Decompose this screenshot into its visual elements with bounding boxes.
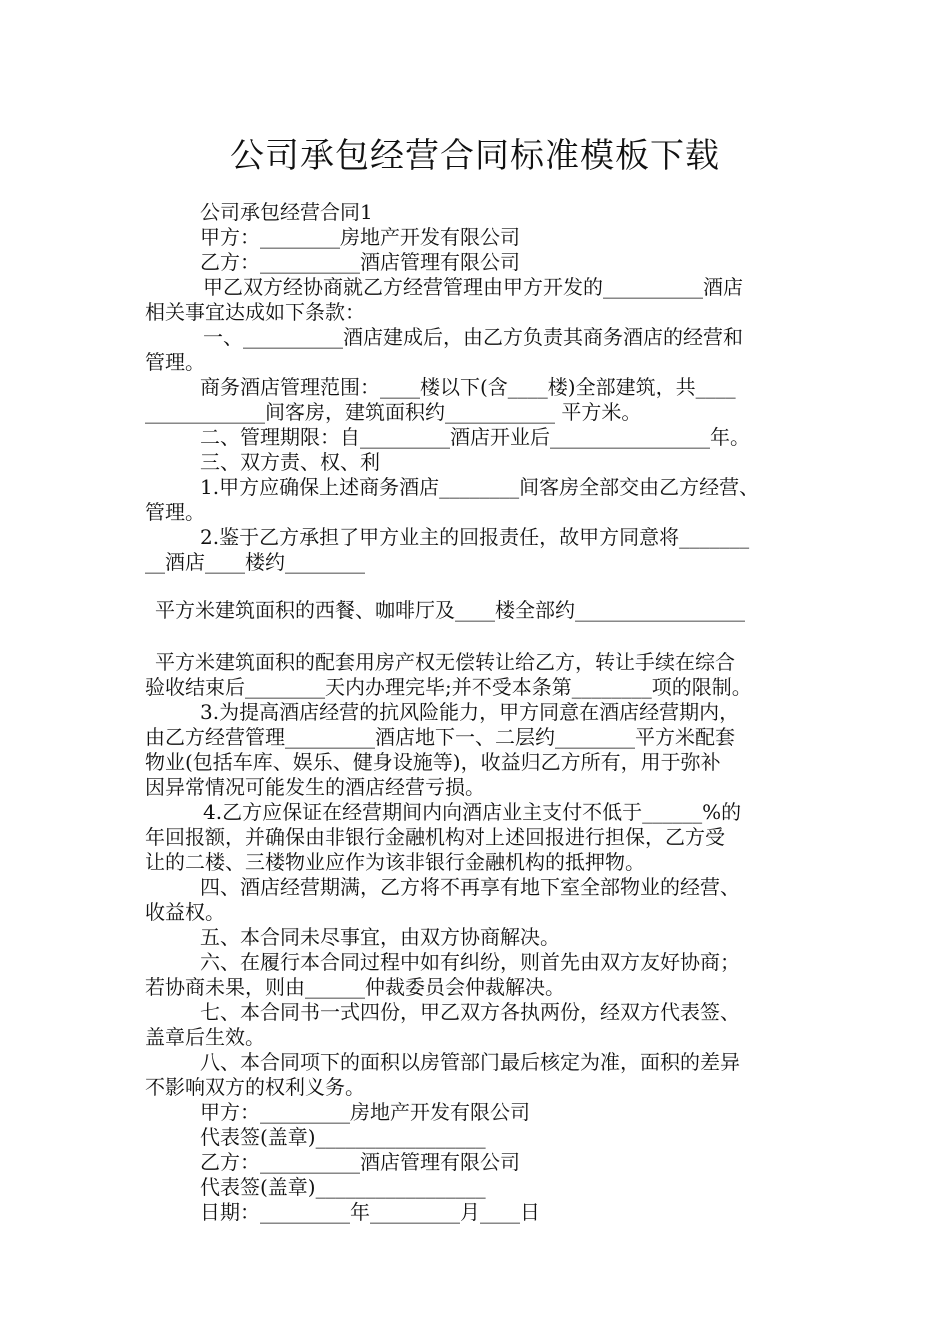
clause-7-line: 七、本合同书一式四份，甲乙双方各执两份，经双方代表签、 — [200, 1000, 740, 1024]
paragraph-line: 甲乙双方经协商就乙方经营管理由甲方开发的__________酒店 — [203, 275, 743, 299]
paragraph-line: 管理。 — [145, 350, 205, 374]
sub-clause-1-line: 1.甲方应确保上述商务酒店________间客房全部交由乙方经营、 — [200, 475, 760, 499]
signature-date: 日期：_________年_________月____日 — [200, 1200, 540, 1224]
paragraph-line: 收益权。 — [145, 900, 225, 924]
signature-party-b: 乙方：__________酒店管理有限公司 — [200, 1150, 520, 1174]
signature-representative-a: 代表签(盖章)_________________ — [200, 1125, 486, 1149]
paragraph-line: ____________间客房，建筑面积约___________ 平方米。 — [145, 400, 642, 424]
clause-4-line: 四、酒店经营期满，乙方将不再享有地下室全部物业的经营、 — [200, 875, 740, 899]
sub-clause-3-line: 3.为提高酒店经营的抗风险能力，甲方同意在酒店经营期内， — [200, 700, 740, 724]
clause-5-line: 五、本合同未尽事宜，由双方协商解决。 — [200, 925, 560, 949]
paragraph-line: 平方米建筑面积的配套用房产权无偿转让给乙方，转让手续在综合 — [155, 650, 735, 674]
clause-6-line: 六、在履行本合同过程中如有纠纷，则首先由双方友好协商； — [200, 950, 740, 974]
paragraph-line: 平方米建筑面积的西餐、咖啡厅及____楼全部约_________________ — [155, 598, 745, 622]
paragraph-line: 商务酒店管理范围：____楼以下(含____楼)全部建筑，共____ — [200, 375, 736, 399]
paragraph-line: 盖章后生效。 — [145, 1025, 265, 1049]
paragraph-line: 不影响双方的权利义务。 — [145, 1075, 365, 1099]
clause-1-line: 一、__________酒店建成后，由乙方负责其商务酒店的经营和 — [203, 325, 743, 349]
clause-8-line: 八、本合同项下的面积以房管部门最后核定为准，面积的差异 — [200, 1050, 740, 1074]
paragraph-line: 若协商未果，则由______仲裁委员会仲裁解决。 — [145, 975, 565, 999]
clause-3-line: 三、双方责、权、利 — [200, 450, 380, 474]
party-b-line: 乙方：__________酒店管理有限公司 — [200, 250, 520, 274]
document-title: 公司承包经营合同标准模板下载 — [230, 136, 720, 176]
sub-clause-4-line: 4.乙方应保证在经营期间内向酒店业主支付不低于______%的 — [203, 800, 742, 824]
sub-clause-2-line: 2.鉴于乙方承担了甲方业主的回报责任，故甲方同意将_______ — [200, 525, 750, 549]
paragraph-line: 验收结束后________天内办理完毕;并不受本条第________项的限制。 — [145, 675, 752, 699]
contract-heading: 公司承包经营合同1 — [200, 200, 373, 224]
signature-representative-b: 代表签(盖章)_________________ — [200, 1175, 486, 1199]
paragraph-line: __酒店____楼约________ — [145, 550, 365, 574]
paragraph-line: 年回报额，并确保由非银行金融机构对上述回报进行担保，乙方受 — [145, 825, 725, 849]
paragraph-line: 由乙方经营管理_________酒店地下一、二层约________平方米配套 — [145, 725, 735, 749]
paragraph-line: 物业(包括车库、娱乐、健身设施等)，收益归乙方所有，用于弥补 — [145, 750, 721, 774]
paragraph-line: 管理。 — [145, 500, 205, 524]
clause-2-line: 二、管理期限：自_________酒店开业后________________年。 — [200, 425, 750, 449]
paragraph-line: 相关事宜达成如下条款： — [145, 300, 365, 324]
paragraph-line: 让的二楼、三楼物业应作为该非银行金融机构的抵押物。 — [145, 850, 645, 874]
paragraph-line: 因异常情况可能发生的酒店经营亏损。 — [145, 775, 485, 799]
signature-party-a: 甲方：_________房地产开发有限公司 — [200, 1100, 530, 1124]
party-a-line: 甲方：________房地产开发有限公司 — [200, 225, 520, 249]
